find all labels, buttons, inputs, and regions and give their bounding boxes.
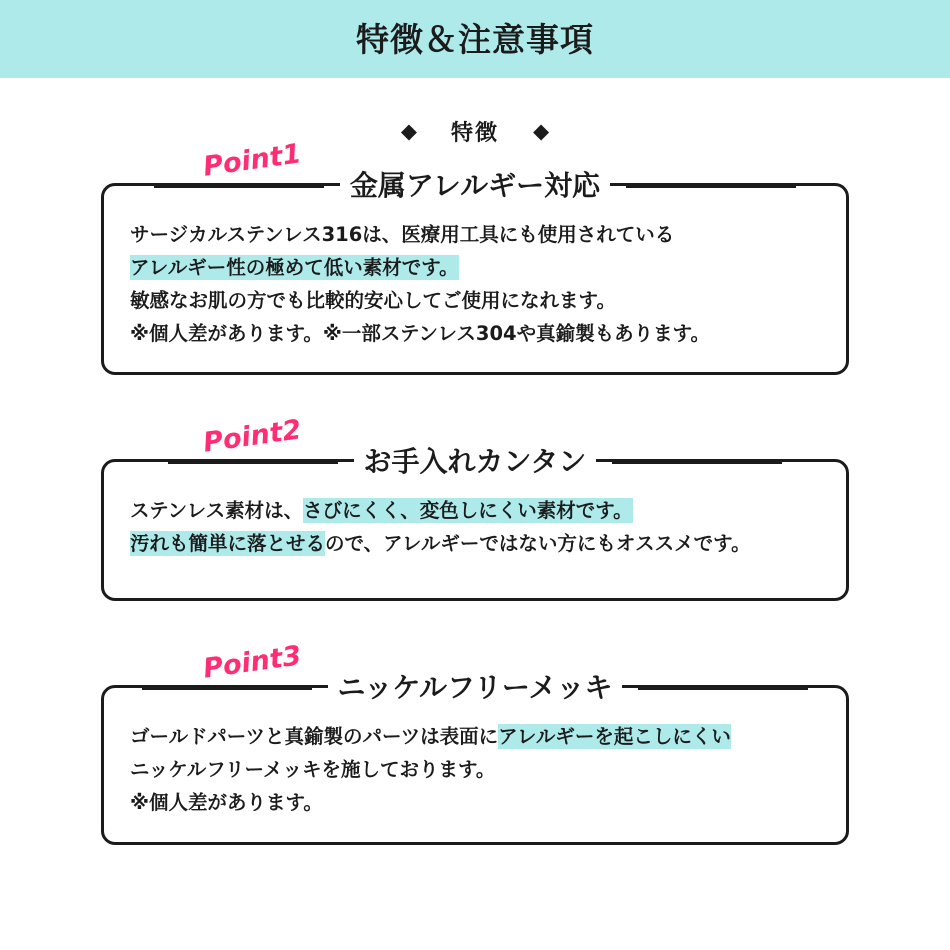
point-block-3 — [101, 640, 849, 845]
point-card-title-row-3 — [104, 672, 846, 704]
point-body-line — [130, 218, 820, 251]
rule-left — [154, 185, 324, 188]
section-label — [0, 116, 950, 147]
point-body-line — [130, 786, 820, 819]
point-body-line — [130, 251, 820, 284]
highlighted-text: アレルギーを起こしにくい — [498, 725, 731, 748]
point-body-line — [130, 720, 820, 753]
rule-left — [168, 461, 338, 464]
point-card-title-1: 金属アレルギー対応 — [340, 170, 610, 202]
diamond-left-icon: ◆ — [400, 119, 417, 143]
diamond-right-icon: ◆ — [533, 119, 550, 143]
highlighted-text: 汚れも簡単に落とせる — [130, 532, 326, 555]
point-block-1 — [101, 138, 849, 375]
rule-right — [612, 461, 782, 464]
body-text: ステンレス素材は、 — [130, 499, 304, 522]
page-title: 特徴＆注意事項 — [356, 19, 594, 59]
rule-right — [638, 687, 808, 690]
body-text: ニッケルフリーメッキを施しております。 — [130, 758, 496, 781]
point-card-title-2: お手入れカンタン — [354, 446, 597, 478]
point-body-line — [130, 494, 820, 527]
point-badge-3: Point3 — [201, 640, 304, 685]
point-card-body-2 — [104, 478, 846, 560]
point-card-1 — [101, 169, 849, 375]
rule-right — [626, 185, 796, 188]
point-body-line — [130, 527, 820, 560]
point-badge-2: Point2 — [201, 414, 304, 459]
point-card-title-row-2 — [104, 446, 846, 478]
highlighted-text: さびにくく、変色しにくい素材です。 — [303, 499, 633, 522]
point-body-line — [130, 284, 820, 317]
point-card-title-row-1 — [104, 170, 846, 202]
body-text: サージカルステンレス316は、医療用工具にも使用されている — [130, 223, 675, 246]
body-text: ゴールドパーツと真鍮製のパーツは表面に — [130, 725, 499, 748]
body-text: ※個人差があります。 — [130, 791, 323, 814]
section-label-text: 特徴 — [450, 121, 499, 146]
highlighted-text: アレルギー性の極めて低い素材です。 — [130, 256, 459, 279]
body-text: ※個人差があります。※一部ステンレス304や真鍮製もあります。 — [130, 322, 711, 345]
point-badge-1: Point1 — [201, 138, 304, 183]
page-header — [0, 0, 950, 78]
point-card-body-3 — [104, 704, 846, 819]
point-body-line — [130, 753, 820, 786]
rule-left — [142, 687, 312, 690]
point-card-3 — [101, 671, 849, 845]
point-block-2 — [101, 414, 849, 601]
point-card-2 — [101, 445, 849, 601]
body-text: ので、アレルギーではない方にもオススメです。 — [325, 532, 751, 555]
point-card-body-1 — [104, 202, 846, 350]
body-text: 敏感なお肌の方でも比較的安心してご使用になれます。 — [130, 289, 616, 312]
point-card-title-3: ニッケルフリーメッキ — [328, 672, 623, 704]
point-body-line — [130, 317, 820, 350]
